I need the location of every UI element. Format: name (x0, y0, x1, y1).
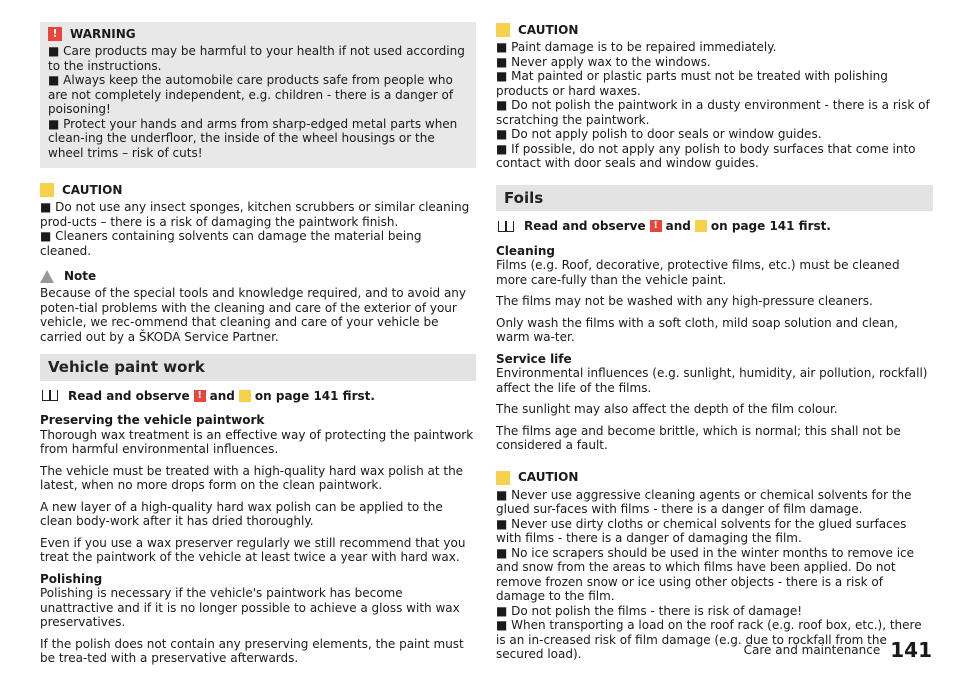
footer-label: Care and maintenance (743, 643, 881, 657)
caution-ref-icon[interactable] (695, 220, 707, 232)
page-number: 141 (890, 638, 932, 662)
reference-line (40, 389, 476, 404)
caution-header (496, 470, 933, 486)
caution-item: ■ Do not apply polish to door seals or window guides. (496, 127, 822, 141)
subheading: Cleaning (496, 243, 555, 258)
paragraph: Even if you use a wax preserver regularly we still recommend that you treat the paintwork of the vehicle at least twice a year with hard wax. (40, 535, 466, 564)
section-title-vehicle-paint: Vehicle paint work (40, 354, 476, 381)
caution-header (40, 182, 476, 198)
warning-box (40, 22, 476, 168)
caution-item: ■ Cleaners containing solvents can damage the material being cleaned. (40, 229, 422, 258)
caution-item: ■ No ice scrapers should be used in the winter months to remove ice and snow from the areas to which films have been applied. Do not remove frozen snow or ice using other objects - there is a risk of damage to the film. (496, 545, 915, 603)
caution-item: ■ Paint damage is to be repaired immediately. (496, 40, 777, 54)
subheading: Polishing (40, 571, 103, 586)
paragraph: The films age and become brittle, which is normal; this shall not be considered a fault. (496, 423, 901, 452)
book-icon (498, 221, 514, 232)
paragraph: The vehicle must be treated with a high-quality hard wax polish at the latest, when no more drops form on the clean paintwork. (40, 463, 464, 492)
note-title: Note (64, 268, 97, 283)
caution-ref-icon[interactable] (239, 390, 251, 402)
caution-item: ■ Do not use any insect sponges, kitchen scrubbers or similar cleaning prod-ucts – there is a risk of damaging the paintwork finish. (40, 200, 470, 229)
warning-item: ■ Always keep the automobile care products safe from people who are not completely independent, e.g. children - there is a danger of poisoning! (48, 73, 454, 116)
reference-line (496, 219, 933, 234)
caution-item: ■ Never apply wax to the windows. (496, 54, 711, 69)
ref-and: and (209, 388, 235, 403)
page-footer (743, 638, 932, 662)
caution-block (496, 470, 933, 662)
note-icon (40, 270, 54, 283)
caution-block (496, 22, 933, 171)
caution-icon: ! (40, 183, 54, 197)
caution-item: ■ Never use aggressive cleaning agents or chemical solvents for the glued sur-faces with films - there is a danger of film damage. (496, 487, 912, 516)
caution-header (496, 22, 933, 38)
note-text: Because of the special tools and knowledge required, and to avoid any poten-tial problems with the cleaning and care of the exterior of your vehicle, we rec-ommend that cleaning and care of your vehicle be carried out by a ŠKODA Service Partner. (40, 286, 467, 344)
caution-item: ■ If possible, do not apply any polish to body surfaces that come into contact with door seals and window guides. (496, 141, 916, 170)
warning-icon: ! (48, 27, 62, 41)
paragraph: Films (e.g. Roof, decorative, protective films, etc.) must be cleaned more care-fully than the vehicle paint. (496, 258, 900, 287)
paragraph: The sunlight may also affect the depth of the film colour. (496, 402, 838, 416)
caution-item: ■ Never use dirty cloths or chemical solvents for the glued surfaces with films - there is a danger of damaging the film. (496, 516, 907, 545)
ref-and: and (665, 219, 691, 233)
right-column (496, 22, 933, 662)
paragraph: A new layer of a high-quality hard wax polish can be applied to the clean body-work after it has dried thoroughly. (40, 499, 443, 528)
ref-suffix: on page 141 first. (254, 388, 375, 403)
book-icon (42, 390, 58, 401)
note-header (40, 268, 476, 284)
left-column (40, 22, 476, 673)
caution-item: ■ Mat painted or plastic parts must not be treated with polishing products or hard waxes. (496, 69, 888, 98)
ref-suffix: on page 141 first. (710, 219, 831, 233)
warning-ref-icon[interactable]: ! (194, 390, 206, 402)
caution-block (40, 182, 476, 258)
paragraph: Only wash the films with a soft cloth, mild soap solution and clean, warm wa-ter. (496, 315, 899, 344)
warning-header (48, 26, 468, 42)
caution-title: CAUTION (518, 470, 579, 485)
caution-item: ■ Do not polish the films - there is risk of damage! (496, 603, 803, 618)
subheading: Service life (496, 351, 572, 366)
paragraph: If the polish does not contain any preserving elements, the paint must be trea-ted with a preservative afterwards. (40, 636, 464, 665)
warning-item: ■ Protect your hands and arms from sharp-edged metal parts when clean-ing the underfloor, the inside of the wheel housings or the wheel trims – risk of cuts! (48, 116, 458, 160)
ref-prefix: Read and observe (524, 219, 646, 233)
note-block (40, 268, 476, 344)
caution-title: CAUTION (518, 22, 579, 37)
caution-item: ■ Do not polish the paintwork in a dusty environment - there is a risk of scratching the paintwork. (496, 98, 930, 127)
caution-icon: ! (496, 23, 510, 37)
paragraph: Thorough wax treatment is an effective way of protecting the paintwork from harmful environmental influences. (40, 427, 474, 456)
warning-item: ■ Care products may be harmful to your health if not used according to the instructions. (48, 44, 465, 73)
ref-prefix: Read and observe (68, 388, 190, 403)
subheading: Preserving the vehicle paintwork (40, 413, 265, 427)
warning-title: WARNING (70, 26, 136, 41)
caution-item: ■ When transporting a load on the roof rack (e.g. roof box, etc.), there is an in-creased risk of film damage (e.g. due to rockfall from the secured load). (496, 618, 922, 661)
warning-ref-icon[interactable]: ! (650, 220, 662, 232)
paragraph: Environmental influences (e.g. sunlight, humidity, air pollution, rockfall) affect the life of the films. (496, 366, 928, 395)
paragraph: Polishing is necessary if the vehicle's paintwork has become unattractive and if it is no longer possible to achieve a gloss with wax preservatives. (40, 586, 460, 629)
section-title-foils: Foils (496, 185, 933, 212)
paragraph: The films may not be washed with any high-pressure cleaners. (496, 294, 873, 308)
caution-icon: ! (496, 471, 510, 485)
caution-title: CAUTION (62, 182, 123, 197)
